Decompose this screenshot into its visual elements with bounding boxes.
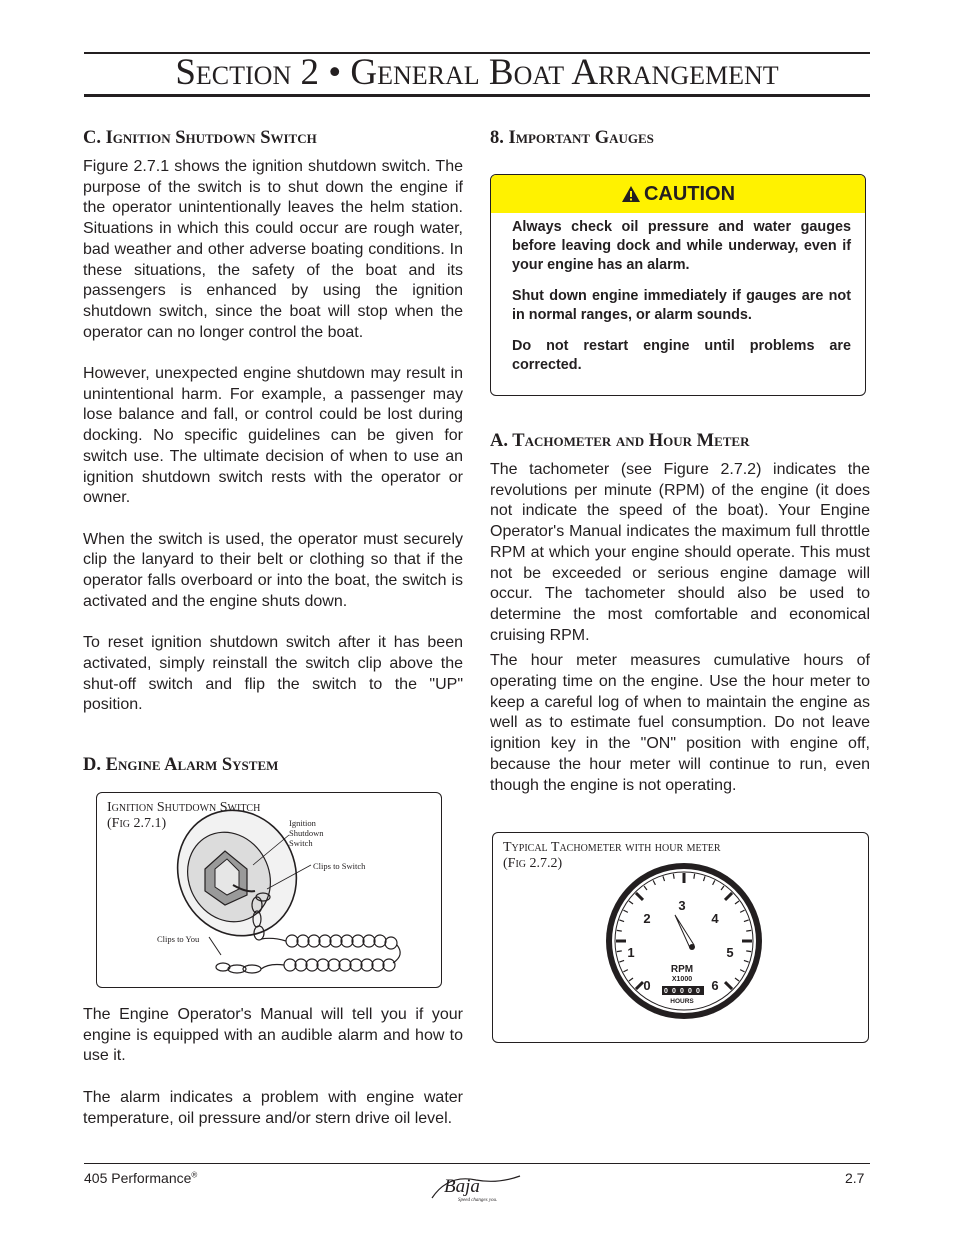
caution-text: Do not restart engine until problems are corrected. [512, 338, 851, 373]
section-d-heading: D. Engine Alarm System [83, 754, 279, 775]
warning-triangle-icon [621, 185, 641, 203]
gauge-multiplier: X1000 [671, 976, 693, 983]
gauge-number-0: 0 [643, 978, 651, 993]
hour-meter [662, 986, 704, 995]
gauge-number-2: 2 [643, 911, 651, 926]
paragraph: The hour meter measures cumulative hours of operating time on the engine. Use the hour meter to keep a careful log of when to maintain the engine as well as to estimate fuel consumption. Do not leave ignition key in the "ON" position with engine off, because the hour meter will continue to run, even though the engine is not operating. [490, 652, 870, 794]
paragraph: When the switch is used, the operator must securely clip the lanyard to their belt or clothing so that if the operator falls overboard or into the boat, the switch is activated and the engine shuts down. [83, 530, 463, 610]
section-c-heading: C. Ignition Shutdown Switch [83, 128, 317, 148]
gauge-number-5: 5 [726, 945, 734, 960]
figure-title: Typical Tachometer with hour meter [503, 840, 721, 855]
gauge-tick [617, 951, 622, 952]
hour-digit: 0 [688, 988, 692, 995]
gauge-tick [673, 874, 674, 879]
logo-tagline: Speed changes you. [458, 1198, 498, 1203]
page-number: 2.7 [845, 1170, 865, 1186]
label-ignition-shutdown-switch: Ignition Shutdown Switch [289, 818, 324, 848]
paragraph: However, unexpected engine shutdown may result in unintentional harm. For example, a passenger may lose balance and fall, or control could be lost during docking. No specific guidelines can be given for switch use. The ultimate decision of when to use an ignition shutdown switch rests with the operator or owner. [83, 365, 463, 507]
gauge-number-4: 4 [711, 911, 719, 926]
paragraph: The alarm indicates a problem with engine water temperature, oil pressure and/or stern drive oil level. [83, 1088, 463, 1127]
gauge-number-6: 6 [711, 978, 719, 993]
figure-ref: (Fig 2.7.2) [503, 856, 563, 871]
figure-ref: (Fig 2.7.1) [107, 816, 167, 831]
gauge-tick [746, 951, 751, 952]
gauge-tick [694, 874, 695, 879]
label-clips-to-switch: Clips to Switch [313, 861, 366, 871]
gauge-number-3: 3 [678, 898, 686, 913]
caution-text: Shut down engine immediately if gauges are not in normal ranges, or alarm sounds. [512, 288, 851, 323]
hour-meter-label: HOURS [670, 998, 694, 1005]
tachometer-gauge [604, 861, 764, 1021]
caution-label: CAUTION [643, 182, 736, 205]
footer-rule [84, 1163, 870, 1164]
gauge-tick [617, 930, 622, 931]
left-column [83, 125, 463, 784]
caution-box [490, 174, 866, 396]
footer-model-text: 405 Performance [84, 1170, 192, 1186]
gauge-number-1: 1 [627, 945, 635, 960]
paragraph: The Engine Operator's Manual will tell you if your engine is equipped with an audible alarm and how to use it. [83, 1006, 463, 1065]
figure-tachometer [492, 832, 869, 1043]
hour-digit: 0 [664, 988, 668, 995]
baja-logo-mark [428, 1170, 528, 1204]
gauge-unit: RPM [670, 964, 694, 975]
hour-digit: 0 [680, 988, 684, 995]
paragraph: Figure 2.7.1 shows the ignition shutdown switch. The purpose of the switch is to shut down the engine if the operator unintentionally leaves the helm station. Situations in which this could occur are rough water, bad weather and other adverse boating conditions. In these situations, the safety of the boat and its passengers is enhanced by using the ignition shutdown switch, since the boat will stop when the operator can no longer control the boat. [83, 158, 463, 341]
tachometer-heading: A. Tachometer and Hour Meter [490, 431, 750, 451]
hour-digit: 0 [672, 988, 676, 995]
figure-title: Ignition Shutdown Switch [107, 800, 261, 815]
caution-text: Always check oil pressure and water gauges before leaving dock and while underway, even if your engine has an alarm. [512, 219, 851, 273]
figure-ignition-shutdown-switch [96, 792, 442, 988]
title-underline [84, 94, 870, 97]
label-clips-to-you: Clips to You [157, 934, 200, 944]
baja-logo [428, 1170, 528, 1209]
right-column [490, 125, 870, 157]
footer-model [84, 1170, 197, 1186]
paragraph: The tachometer (see Figure 2.7.2) indicates the revolutions per minute (RPM) of the engine (it does not indicate the speed of the boat). Your Engine Operator's Manual indicates the maximum full throttle RPM at which your engine should operate. This must not be exceeded or serious engine damage will occur. The tachometer should also be used to determine the most comfortable and economical cruising RPM. [490, 461, 870, 644]
caution-header [491, 175, 865, 213]
ignition-switch-illustration [97, 793, 441, 987]
caution-body [491, 213, 865, 375]
gauge-tick [746, 930, 751, 931]
hour-digit: 0 [696, 988, 700, 995]
registered-mark: ® [191, 1170, 198, 1180]
important-gauges-heading: 8. Important Gauges [490, 128, 654, 148]
logo-text: Baja [444, 1176, 480, 1197]
paragraph: To reset ignition shutdown switch after it has been activated, simply reinstall the switch clip above the shut-off switch and flip the switch to the "UP" position. [83, 634, 463, 714]
page-title: Section 2 • General Boat Arrangement [175, 52, 779, 93]
left-column-bottom [83, 1005, 463, 1129]
right-column-lower [490, 428, 870, 796]
